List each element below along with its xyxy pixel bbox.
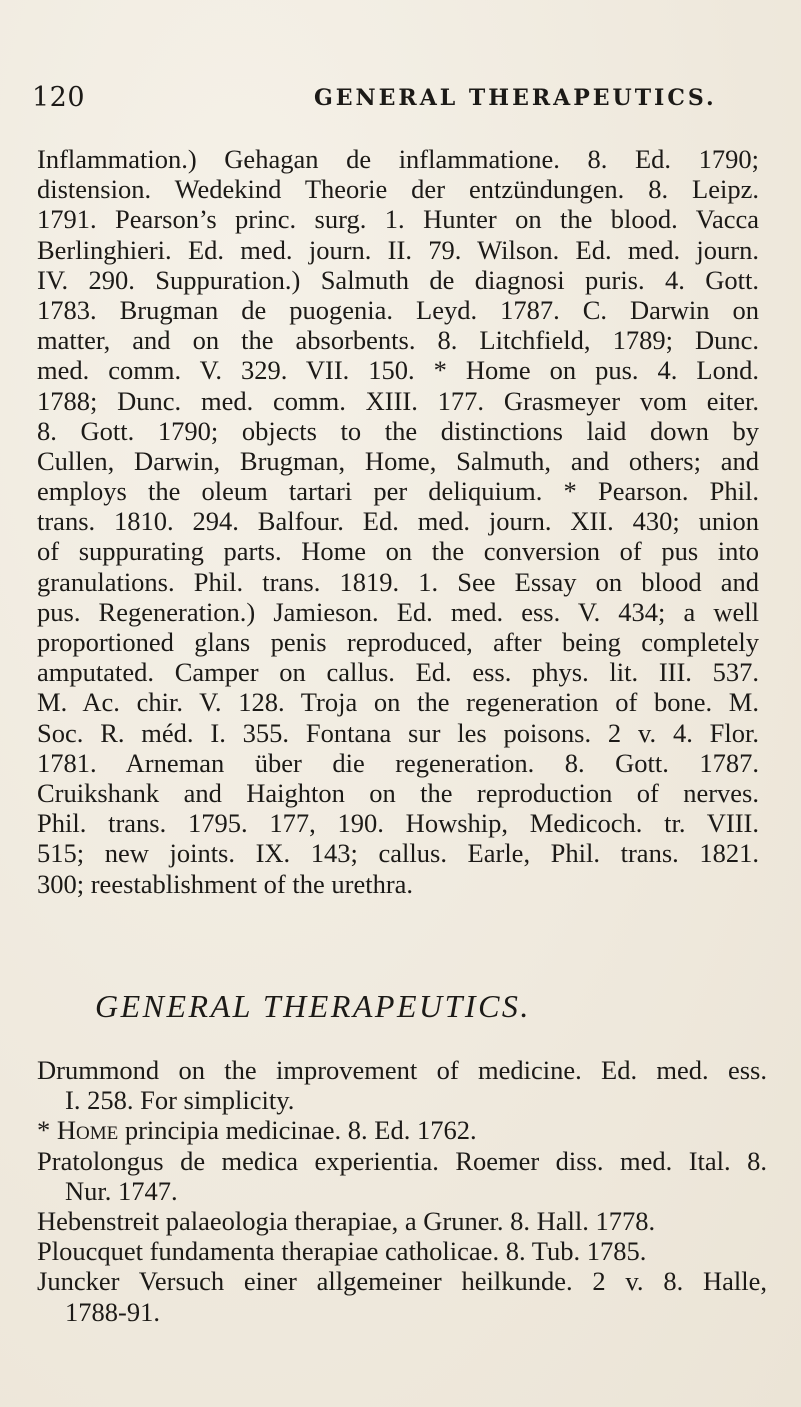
entry-line: Drummond on the improvement of medicine. Ed. med. ess. [37, 1055, 767, 1085]
body-line: 1791. Pearson’s princ. surg. 1. Hunter on the blood. Vacca [37, 204, 759, 235]
entry-line: Juncker Versuch einer allgemeiner heilkunde. 2 v. 8. Halle, [37, 1266, 767, 1297]
body-line: amputated. Camper on callus. Ed. ess. phys. lit. III. 537. [37, 657, 759, 688]
entry-line: Nur. 1747. [65, 1175, 178, 1206]
bibliography-list [37, 1055, 767, 1327]
body-line: med. comm. V. 329. VII. 150. * Home on pus. 4. Lond. [37, 355, 759, 386]
body-line: trans. 1810. 294. Balfour. Ed. med. journ. XII. 430; union [37, 506, 759, 537]
body-line: 1783. Brugman de puogenia. Leyd. 1787. C. Darwin on [37, 294, 759, 325]
body-paragraph [37, 144, 759, 899]
body-line: Cullen, Darwin, Brugman, Home, Salmuth, and others; and [37, 445, 759, 476]
running-title: GENERAL THERAPEUTICS. [314, 85, 717, 111]
entry-line: Pratolongus de medica experientia. Roemer diss. med. Ital. 8. [37, 1145, 767, 1176]
entry-line: I. 258. For simplicity. [65, 1085, 295, 1116]
entry-line: Hebenstreit palaeologia therapiae, a Gruner. 8. Hall. 1778. [37, 1205, 656, 1236]
body-line: 300; reestablishment of the urethra. [37, 868, 414, 899]
body-line: Cruikshank and Haighton on the reproduction of nerves. [37, 777, 759, 808]
body-line: proportioned glans penis reproduced, after being completely [37, 627, 759, 657]
body-line: 1788; Dunc. med. comm. XIII. 177. Grasmeyer vom eiter. [37, 385, 759, 416]
body-line: Inflammation.) Gehagan de inflammatione. 8. Ed. 1790; [37, 144, 759, 174]
section-heading: GENERAL THERAPEUTICS. [95, 988, 531, 1024]
running-head [32, 82, 772, 122]
asterisk-mark: * [37, 1115, 57, 1146]
body-line: 1781. Arneman über die regeneration. 8. Gott. 1787. [37, 747, 759, 778]
entry-line: Ploucquet fundamenta therapiae catholicae. 8. Tub. 1785. [37, 1236, 647, 1267]
entry-line: 1788-91. [65, 1296, 160, 1327]
body-line: matter, and on the absorbents. 8. Litchfield, 1789; Dunc. [37, 325, 759, 356]
body-line: Phil. trans. 1795. 177, 190. Howship, Medicoch. tr. VIII. [37, 808, 759, 839]
body-line: M. Ac. chir. V. 128. Troja on the regeneration of bone. M. [37, 687, 759, 718]
author-name: Home [56, 1115, 119, 1146]
body-line: 515; new joints. IX. 143; callus. Earle, Phil. trans. 1821. [37, 838, 759, 869]
page-number: 120 [32, 82, 86, 113]
entry-text: principia medicinae. 8. Ed. 1762. [118, 1115, 477, 1146]
body-line: 8. Gott. 1790; objects to the distinctions laid down by [37, 415, 759, 446]
body-line: pus. Regeneration.) Jamieson. Ed. med. ess. V. 434; a well [37, 596, 759, 627]
body-line: distension. Wedekind Theorie der entzündungen. 8. Leipz. [37, 174, 759, 205]
body-line: Berlinghieri. Ed. med. journ. II. 79. Wilson. Ed. med. journ. [37, 234, 759, 265]
body-line: of suppurating parts. Home on the conversion of pus into [37, 536, 759, 567]
body-line: Soc. R. méd. I. 355. Fontana sur les poisons. 2 v. 4. Flor. [37, 717, 759, 748]
body-line: granulations. Phil. trans. 1819. 1. See Essay on blood and [37, 566, 759, 597]
body-line: IV. 290. Suppuration.) Salmuth de diagnosi puris. 4. Gott. [37, 264, 759, 295]
entry-line [37, 1115, 767, 1145]
body-line: employs the oleum tartari per deliquium. * Pearson. Phil. [37, 476, 759, 507]
